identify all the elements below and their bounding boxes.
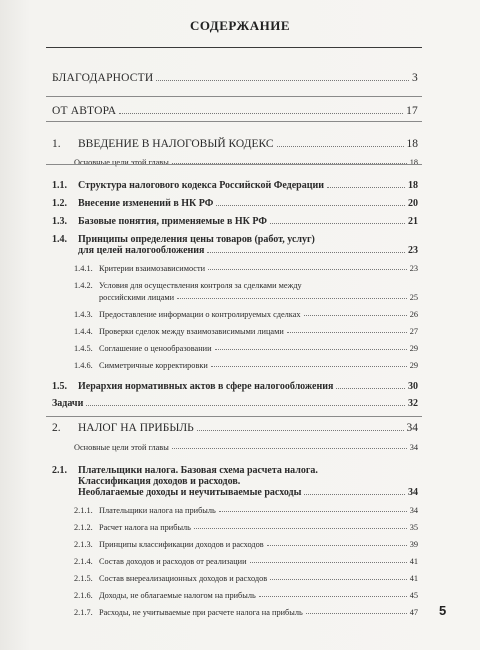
dot-leader xyxy=(194,528,407,529)
toc-entry-author[interactable]: ОТ АВТОРА 17 xyxy=(52,105,418,117)
dot-leader xyxy=(215,349,407,350)
dot-leader xyxy=(327,187,405,188)
section-divider xyxy=(46,121,422,122)
dot-leader xyxy=(277,146,404,147)
dot-leader xyxy=(119,113,403,114)
dot-leader xyxy=(270,223,405,224)
dot-leader xyxy=(172,448,407,449)
dot-leader xyxy=(336,388,405,389)
page-title: СОДЕРЖАНИЕ xyxy=(189,18,291,33)
toc-section-1-3[interactable]: 1.3. Базовые понятия, применяемые в НК РФ 21 xyxy=(52,216,418,227)
toc-chapter-2[interactable]: 2. НАЛОГ НА ПРИБЫЛЬ 34 xyxy=(52,422,418,434)
toc-chapter-1[interactable]: 1. ВВЕДЕНИЕ В НАЛОГОВЫЙ КОДЕКС 18 xyxy=(52,138,418,150)
dot-leader xyxy=(304,315,407,316)
dot-leader xyxy=(156,80,409,81)
dot-leader xyxy=(197,430,404,431)
toc-entry-ch1-tasks[interactable]: Задачи 32 xyxy=(52,398,418,409)
dot-leader xyxy=(250,562,407,563)
toc-subsection-1-4-1[interactable]: 1.4.1. Критерии взаимозависимости 23 xyxy=(74,264,418,273)
table-of-contents xyxy=(52,68,418,617)
toc-subsection-1-4-5[interactable]: 1.4.5. Соглашение о ценообразовании 29 xyxy=(74,344,418,353)
toc-entry-thanks[interactable]: БЛАГОДАРНОСТИ 3 xyxy=(52,72,418,84)
dot-leader xyxy=(207,252,405,253)
toc-subsection-2-1-3[interactable]: 2.1.3. Принципы классификации доходов и расходов 39 xyxy=(74,540,418,549)
section-divider xyxy=(46,416,422,417)
toc-subsection-1-4-3[interactable]: 1.4.3. Предоставление информации о контролируемых сделках 26 xyxy=(74,310,418,319)
dot-leader xyxy=(270,579,407,580)
toc-section-1-1[interactable]: 1.1. Структура налогового кодекса Российской Федерации 18 xyxy=(52,180,418,191)
toc-section-1-4[interactable]: 1.4. Принципы определения цены товаров (работ, услуг) для целей налогообложения 23 xyxy=(52,234,418,256)
dot-leader xyxy=(219,511,407,512)
toc-entry-ch1-goals[interactable]: Основные цели этой главы 18 xyxy=(74,158,418,167)
title-underline xyxy=(46,47,422,48)
toc-section-2-1[interactable]: 2.1. Плательщики налога. Базовая схема расчета налога. Классификация доходов и расходов. Необлагаемые доходы и неучитываемые расходы 34 xyxy=(52,465,418,498)
toc-subsection-1-4-4[interactable]: 1.4.4. Проверки сделок между взаимозависимыми лицами 27 xyxy=(74,327,418,336)
dot-leader xyxy=(177,298,407,299)
toc-subsection-2-1-7[interactable]: 2.1.7. Расходы, не учитываемые при расчете налога на прибыль 47 xyxy=(74,608,418,617)
toc-entry-ch2-goals[interactable]: Основные цели этой главы 34 xyxy=(74,443,418,452)
toc-section-1-5[interactable]: 1.5. Иерархия нормативных актов в сфере налогообложения 30 xyxy=(52,381,418,392)
toc-subsection-2-1-6[interactable]: 2.1.6. Доходы, не облагаемые налогом на прибыль 45 xyxy=(74,591,418,600)
dot-leader xyxy=(211,366,407,367)
section-divider xyxy=(46,164,422,165)
dot-leader xyxy=(208,269,407,270)
dot-leader xyxy=(304,494,405,495)
toc-subsection-1-4-2[interactable]: 1.4.2. Условия для осуществления контроля за сделками между российскими лицами 25 xyxy=(74,281,418,302)
dot-leader xyxy=(86,405,405,406)
toc-subsection-2-1-4[interactable]: 2.1.4. Состав доходов и расходов от реализации 41 xyxy=(74,557,418,566)
dot-leader xyxy=(216,205,405,206)
toc-section-1-2[interactable]: 1.2. Внесение изменений в НК РФ 20 xyxy=(52,198,418,209)
toc-subsection-2-1-2[interactable]: 2.1.2. Расчет налога на прибыль 35 xyxy=(74,523,418,532)
dot-leader xyxy=(259,596,407,597)
section-divider xyxy=(46,96,422,97)
toc-subsection-1-4-6[interactable]: 1.4.6. Симметричные корректировки 29 xyxy=(74,361,418,370)
dot-leader xyxy=(267,545,407,546)
toc-subsection-2-1-5[interactable]: 2.1.5. Состав внереализационных доходов и расходов 41 xyxy=(74,574,418,583)
page-number: 5 xyxy=(439,603,447,618)
dot-leader xyxy=(287,332,407,333)
toc-subsection-2-1-1[interactable]: 2.1.1. Плательщики налога на прибыль 34 xyxy=(74,506,418,515)
dot-leader xyxy=(306,613,407,614)
